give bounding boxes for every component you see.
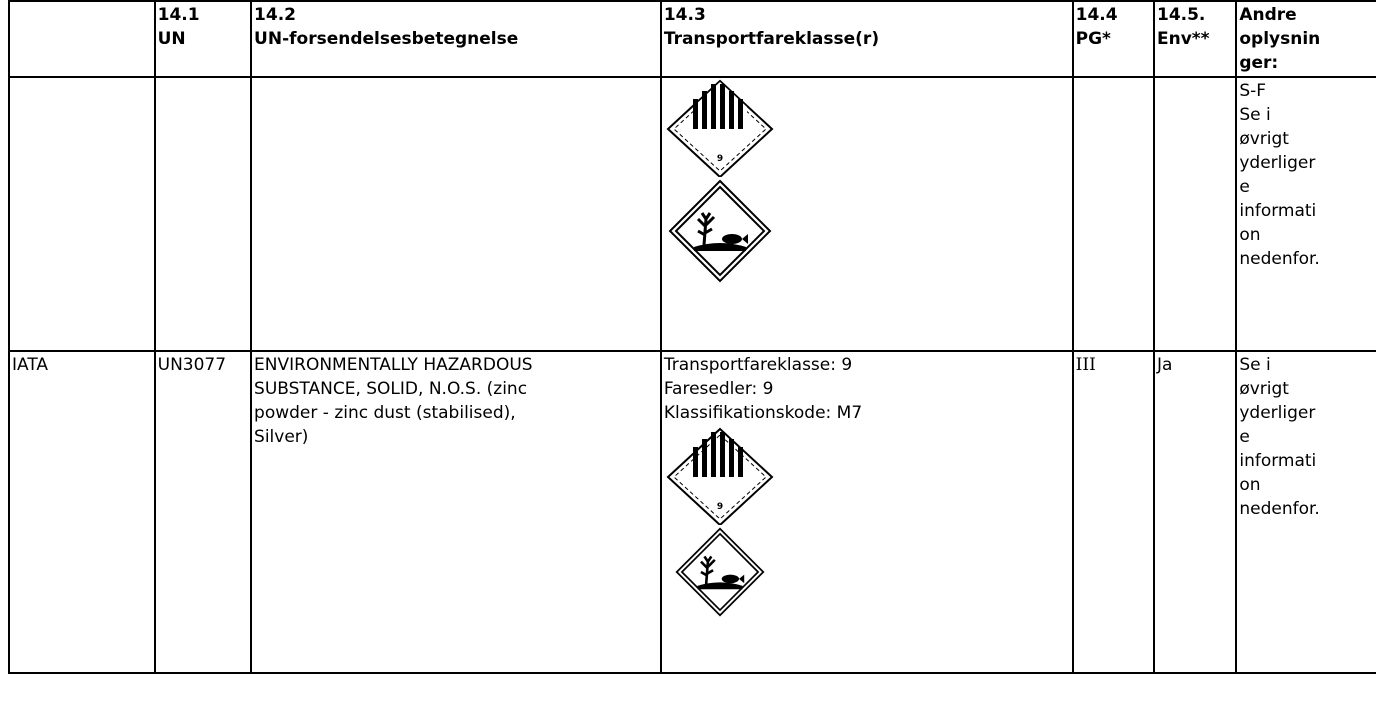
transport-info-table xyxy=(8,0,1376,674)
table-header-row xyxy=(9,1,1376,77)
header-other-info-line: Andre xyxy=(1239,5,1297,25)
shipping-name-line: Silver) xyxy=(254,427,309,447)
header-un-number xyxy=(155,1,251,77)
cell-hazard-class xyxy=(661,351,1073,673)
other-info-line: Se i xyxy=(1239,355,1271,375)
other-info-line: nedenfor. xyxy=(1239,499,1320,519)
other-info-line: S-F xyxy=(1239,81,1267,101)
cell-transport-mode: IATA xyxy=(9,351,155,673)
packing-group-value: III xyxy=(1075,355,1096,375)
hazard-class-line: Transportfareklasse: 9 xyxy=(663,355,853,375)
other-info-line: øvrigt xyxy=(1239,379,1289,399)
other-info-line: on xyxy=(1239,475,1261,495)
other-info-line: informati xyxy=(1239,201,1317,221)
shipping-name-line: powder - zinc dust (stabilised), xyxy=(254,403,516,423)
header-packing-group-code: 14.4 xyxy=(1075,5,1118,25)
environment-hazard-icon xyxy=(668,527,1070,617)
other-info-line: informati xyxy=(1239,451,1317,471)
header-packing-group xyxy=(1073,1,1154,77)
other-info-line: on xyxy=(1239,225,1261,245)
hazard-labels-line: Faresedler: 9 xyxy=(663,379,774,399)
class-9-hazard-icon xyxy=(666,427,1070,525)
other-info-line: Se i xyxy=(1239,105,1271,125)
other-info-line: yderliger xyxy=(1239,403,1316,423)
header-packing-group-label: PG* xyxy=(1075,29,1111,49)
shipping-name-line: SUBSTANCE, SOLID, N.O.S. (zinc xyxy=(254,379,528,399)
header-shipping-name xyxy=(251,1,661,77)
header-other-info-line: ger: xyxy=(1239,53,1279,73)
other-info-line: øvrigt xyxy=(1239,129,1289,149)
cell-shipping-name xyxy=(251,77,661,351)
cell-hazard-class xyxy=(661,77,1073,351)
cell-environment xyxy=(1154,77,1236,351)
class-9-label: 9 xyxy=(716,154,723,164)
header-hazard-class-code: 14.3 xyxy=(663,5,706,25)
cell-other-info xyxy=(1236,77,1376,351)
classification-code-line: Klassifikationskode: M7 xyxy=(663,403,863,423)
cell-un-number: UN3077 xyxy=(155,351,251,673)
header-hazard-class xyxy=(661,1,1073,77)
header-environment xyxy=(1154,1,1236,77)
class-9-label: 9 xyxy=(716,502,723,512)
cell-shipping-name xyxy=(251,351,661,673)
header-hazard-class-label: Transportfareklasse(r) xyxy=(663,29,880,49)
header-un-number-label: UN xyxy=(157,29,186,49)
header-environment-label: Env** xyxy=(1156,29,1210,49)
other-info-line: nedenfor. xyxy=(1239,249,1320,269)
cell-other-info xyxy=(1236,351,1376,673)
header-other-info xyxy=(1236,1,1376,77)
class-9-hazard-icon xyxy=(666,79,1070,177)
cell-environment: Ja xyxy=(1154,351,1236,673)
header-environment-code: 14.5. xyxy=(1156,5,1206,25)
table-row xyxy=(9,351,1376,673)
cell-packing-group xyxy=(1073,77,1154,351)
other-info-line: yderliger xyxy=(1239,153,1316,173)
header-un-number-code: 14.1 xyxy=(157,5,200,25)
table-row xyxy=(9,77,1376,351)
cell-transport-mode xyxy=(9,77,155,351)
header-transport-mode xyxy=(9,1,155,77)
header-shipping-name-label: UN-forsendelsesbetegnelse xyxy=(254,29,519,49)
header-shipping-name-code: 14.2 xyxy=(254,5,296,25)
environment-hazard-icon xyxy=(668,179,1070,283)
header-other-info-line: oplysnin xyxy=(1239,29,1321,49)
shipping-name-line: ENVIRONMENTALLY HAZARDOUS xyxy=(254,355,533,375)
other-info-line: e xyxy=(1239,177,1250,197)
cell-un-number xyxy=(155,77,251,351)
other-info-line: e xyxy=(1239,427,1250,447)
cell-packing-group xyxy=(1073,351,1154,673)
